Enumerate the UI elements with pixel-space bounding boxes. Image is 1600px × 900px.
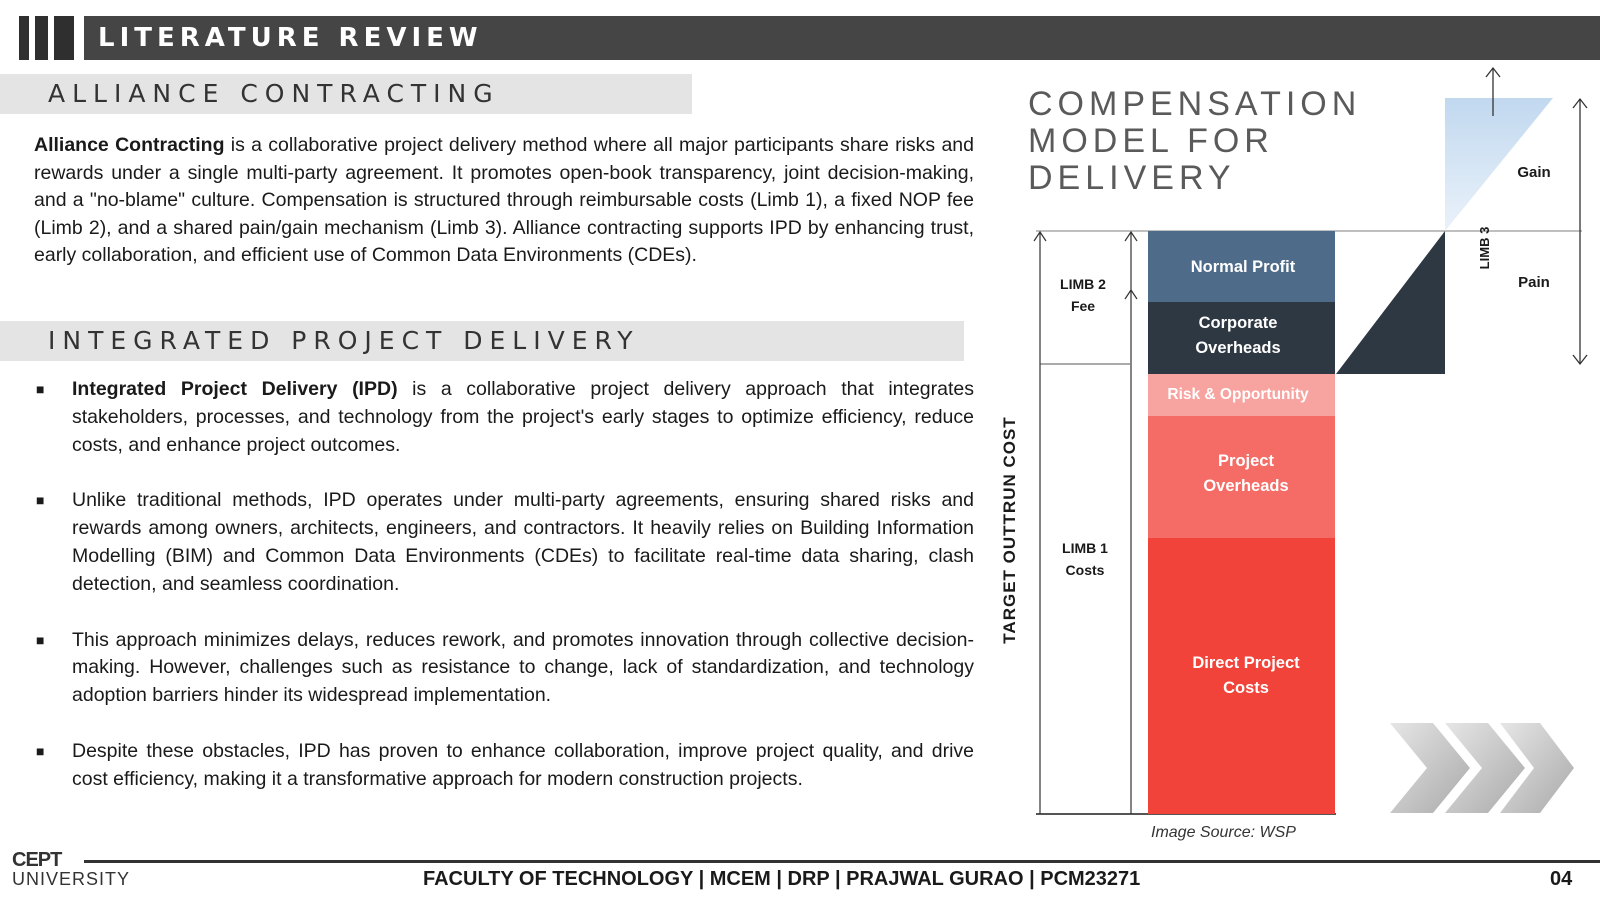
segment-corporate-overheads — [1148, 302, 1335, 374]
alliance-body: is a collaborative project delivery method where all major participants share risks and rewards under a single multi-party agreement. It promotes open-book transparency, joint decision-making, and a "no-blame" culture. Compensation is structured through reimbursable costs (Limb 1), a fixed NOP fee (Limb 2), and a shared pain/gain mechanism (Limb 3). Alliance contracting supports IPD by enhancing trust, early collaboration, and efficient use of Common Data Environments (CDEs). — [34, 134, 974, 267]
gain-label: Gain — [1517, 164, 1551, 181]
bullet-text: Despite these obstacles, IPD has proven to enhance collaboration, improve project quality, and drive cost efficiency, making it a transformative approach for modern construction projects. — [72, 739, 974, 790]
bullet-text: Unlike traditional methods, IPD operates under multi-party agreements, ensuring shared risks and rewards among owners, architects, engineers, and contractors. It heavily relies on Building Information Modelling (BIM) and Common Data Environments (CDEs) to facilitate real-time data sharing, clash detection, and seamless coordination. — [72, 489, 974, 595]
diagram-title-line: MODEL FOR — [1028, 122, 1274, 160]
label-normal-profit: Normal Profit — [1190, 258, 1296, 276]
label-corporate-overheads: Overheads — [1195, 339, 1281, 357]
label-risk-opportunity: Risk & Opportunity — [1167, 386, 1309, 403]
limb3-label: LIMB 3 — [1477, 226, 1492, 270]
limb1-label: LIMB 1 — [1062, 540, 1108, 556]
bullet-square-icon: ■ — [36, 631, 45, 648]
image-source: Image Source: WSP — [1151, 824, 1296, 841]
label-direct-costs: Direct Project — [1192, 654, 1300, 672]
limb2-label: Fee — [1070, 298, 1096, 314]
bullet-text: This approach minimizes delays, reduces rework, and promotes innovation through collective decision-making. However, challenges such as resistance to change, lack of standardization, and technology adoption barriers hinder its widespread implementation. — [72, 628, 974, 707]
slide-title: LITERATURE REVIEW — [84, 16, 1600, 60]
footer-rule — [84, 860, 1600, 863]
bullet-square-icon: ■ — [36, 381, 45, 397]
pain-label: Pain — [1518, 274, 1550, 291]
diagram-title-line: DELIVERY — [1028, 159, 1236, 197]
label-project-overheads: Project — [1218, 452, 1274, 470]
bullet-square-icon: ■ — [36, 492, 45, 509]
bullet-text: is a collaborative project delivery approach that integrates stakeholders, processes, and technology from the project's early stages to optimize efficiency, reduce costs, and enhance project outcomes. — [72, 378, 974, 456]
alliance-lead: Alliance Contracting — [34, 134, 225, 156]
label-direct-costs: Costs — [1223, 679, 1269, 697]
pain-triangle — [1336, 231, 1445, 374]
bullet-square-icon: ■ — [36, 742, 45, 759]
axis-label: TARGET OUTTRUN COST — [1000, 416, 1019, 644]
label-corporate-overheads: Corporate — [1198, 314, 1278, 332]
limb1-label: Costs — [1065, 562, 1105, 578]
cept-logo — [12, 851, 130, 889]
segment-direct-costs — [1148, 538, 1335, 814]
page-number: 04 — [1550, 868, 1573, 890]
label-project-overheads: Overheads — [1203, 477, 1289, 495]
bullet-bold: Integrated Project Delivery (IPD) — [72, 378, 398, 400]
section-heading-alliance: ALLIANCE CONTRACTING — [0, 74, 692, 114]
logo-line: UNIVERSITY — [12, 869, 131, 889]
footer-text: FACULTY OF TECHNOLOGY | MCEM | DRP | PRAJWAL GURAO | PCM23271 — [423, 868, 1141, 890]
limb2-label: LIMB 2 — [1060, 276, 1106, 292]
diagram-title-line: COMPENSATION — [1028, 85, 1362, 123]
section-heading-ipd: INTEGRATED PROJECT DELIVERY — [0, 321, 964, 361]
logo-line: CEPT — [12, 849, 62, 871]
